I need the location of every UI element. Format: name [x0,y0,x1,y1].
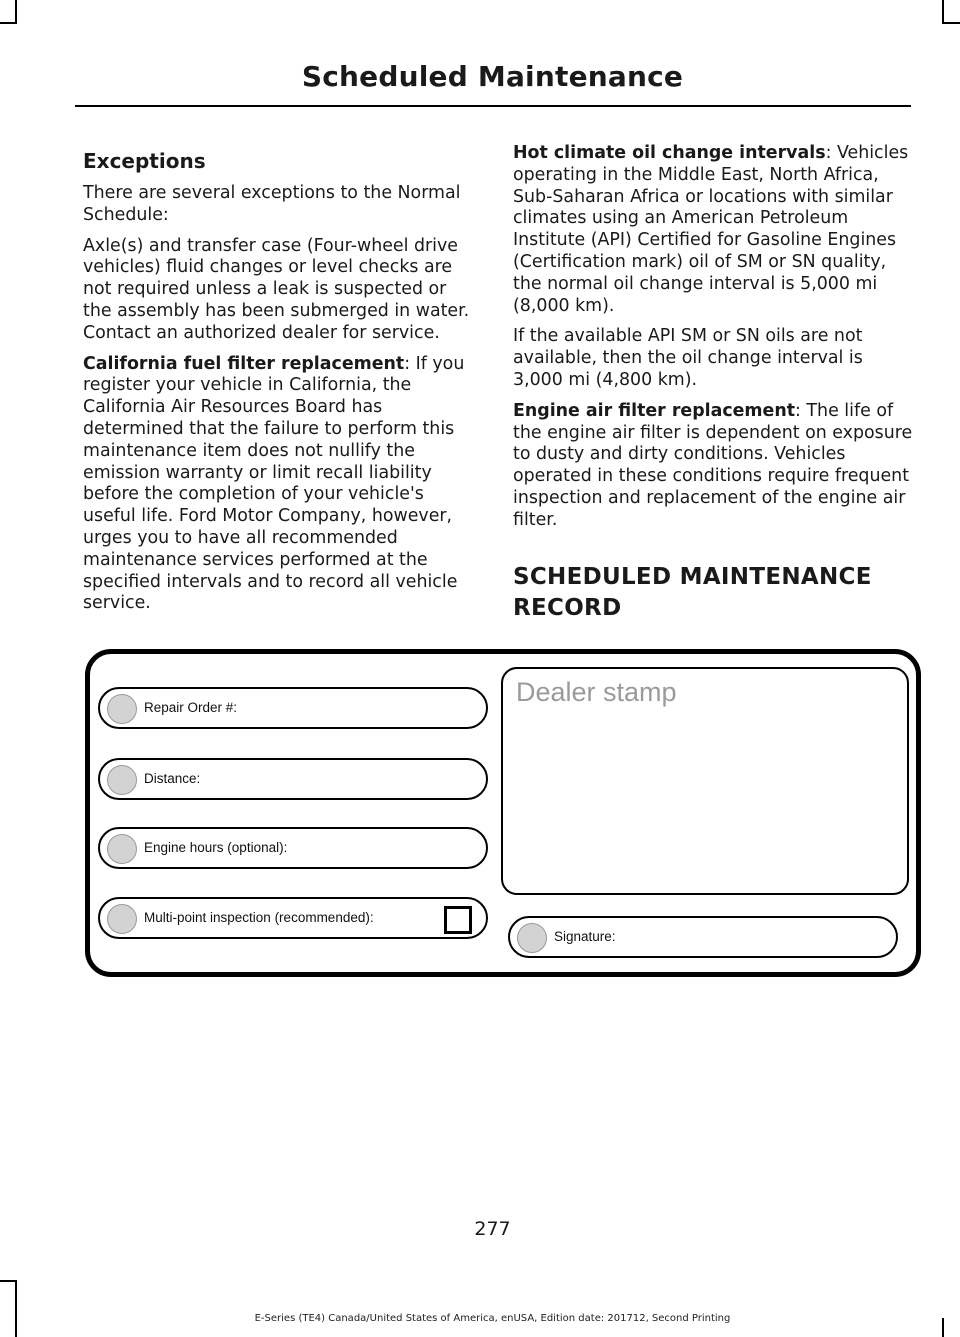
maintenance-record-form [85,649,921,977]
field-bullet-icon [517,923,547,953]
air-filter-text: : The life of the engine air filter is dependent on exposure to dusty and dirty conditions. Vehicles operated in these conditions require frequent inspection and replacement of the engine air filter. [513,400,913,530]
crop-mark [0,22,17,24]
field-bullet-icon [107,694,137,724]
distance-label: Distance: [144,771,201,786]
crop-mark [15,1280,17,1337]
hot-climate-text: : Vehicles operating in the Middle East, North Africa, Sub-Saharan Africa or locations with similar climates using an American Petroleum Institute (API) Certified for Gasoline Engines (Certification mark) oil of SM or SN quality, the normal oil change interval is 5,000 mi (8,000 km). [513,143,909,316]
left-column [83,143,478,624]
right-column [513,143,913,624]
axle-paragraph: Axle(s) and transfer case (Four-wheel drive vehicles) fluid changes or level checks are not required unless a leak is suspected or the assembly has been submerged in water. Contact an authorized dealer for service. [83,235,470,343]
record-heading-line-2: RECORD [513,594,622,621]
dealer-stamp-label: Dealer stamp [516,677,677,707]
repair-order-field[interactable] [98,687,488,729]
california-paragraph [83,354,478,616]
california-text: : If you register your vehicle in California, the California Air Resources Board has determined that the failure to perform this maintenance item does not nullify the emission warranty or limit recall liability before the completion of your vehicle's useful life. Ford Motor Company, however, urges you to have all recommended maintenance services performed at the specified intervals and to record all vehicle service. [83,353,465,614]
crop-mark [942,22,960,24]
engine-hours-label: Engine hours (optional): [144,840,288,855]
air-filter-paragraph [513,401,913,532]
air-filter-term: Engine air filter replacement [513,400,796,421]
signature-field[interactable] [508,916,898,958]
checkbox-icon[interactable] [444,906,472,934]
signature-label: Signature: [554,929,616,944]
record-heading-line-1: SCHEDULED MAINTENANCE [513,563,872,590]
crop-mark [0,1280,17,1282]
engine-hours-field[interactable] [98,827,488,869]
hot-climate-term: Hot climate oil change intervals [513,143,826,163]
hot-climate-paragraph [513,143,913,317]
repair-order-label: Repair Order #: [144,700,238,715]
api-paragraph: If the available API SM or SN oils are not available, then the oil change interval is 3,000 mi (4,800 km). [513,326,863,390]
page-title: Scheduled Maintenance [301,60,684,93]
header-rule [75,105,911,107]
crop-mark [15,0,17,22]
multipoint-inspection-field[interactable] [98,897,488,939]
field-bullet-icon [107,834,137,864]
california-term: California fuel filter replacement [83,353,405,374]
section-heading-exceptions: Exceptions [83,149,206,173]
edition-footer: E-Series (TE4) Canada/United States of America, enUSA, Edition date: 201712, Second Printing [254,1313,731,1324]
field-bullet-icon [107,904,137,934]
exceptions-intro: There are several exceptions to the Normal Schedule: [83,183,461,225]
dealer-stamp-box[interactable] [501,667,909,895]
crop-mark [942,0,944,22]
record-heading [513,562,913,624]
multipoint-inspection-label: Multi-point inspection (recommended): [144,910,374,925]
page-number: 277 [474,1218,511,1240]
field-bullet-icon [107,765,137,795]
distance-field[interactable] [98,758,488,800]
